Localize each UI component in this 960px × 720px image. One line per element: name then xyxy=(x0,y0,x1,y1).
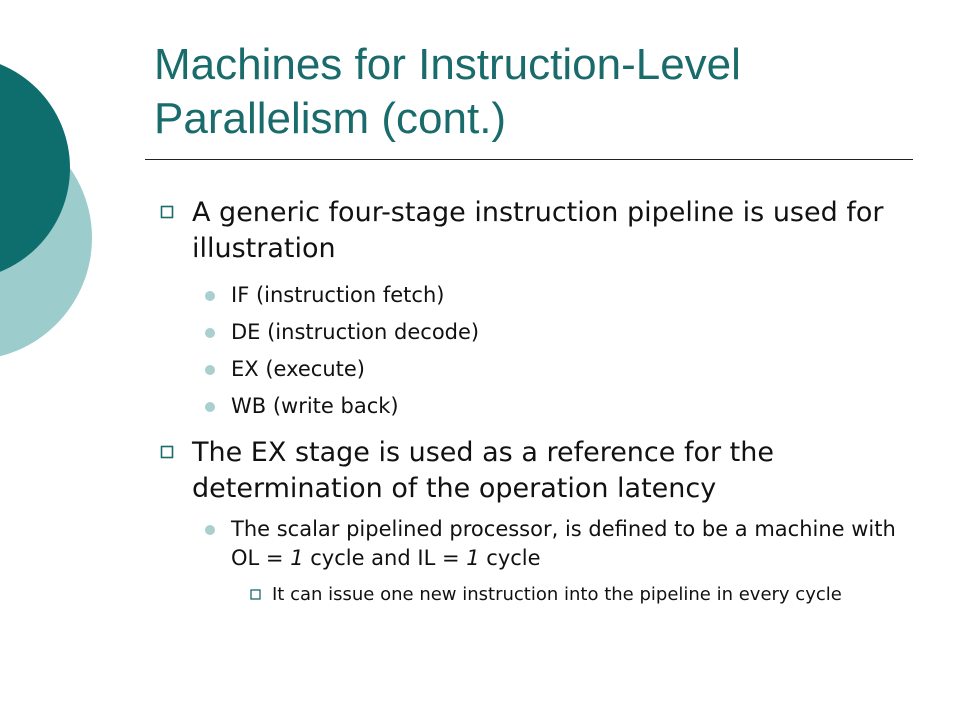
ol-value: 1 xyxy=(290,546,304,570)
stage-de xyxy=(150,318,920,347)
title-underline xyxy=(145,159,913,160)
stage-ex xyxy=(150,355,920,384)
text-part: cycle xyxy=(479,546,541,570)
text-part: cycle and IL = xyxy=(303,546,467,570)
round-bullet-icon xyxy=(205,365,215,375)
stage-label: EX (execute) xyxy=(231,357,365,381)
round-bullet-icon xyxy=(205,525,215,535)
bullet-text xyxy=(231,517,896,570)
slide-title: Machines for Instruction-Level Parallelism (cont.) xyxy=(154,40,741,143)
issue-per-cycle-bullet xyxy=(150,581,920,608)
bullet-text: It can issue one new instruction into the pipeline in every cycle xyxy=(272,584,842,605)
text-part: The scalar pipelined processor, is defined to be a machine with OL = xyxy=(231,517,896,570)
decorative-circles xyxy=(0,0,120,420)
bullet-text: A generic four-stage instruction pipeline is used for illustration xyxy=(192,197,884,264)
hollow-square-bullet-icon xyxy=(160,205,174,219)
round-bullet-icon xyxy=(205,402,215,412)
stage-label: WB (write back) xyxy=(231,394,399,418)
bullet-list xyxy=(150,195,920,608)
bullet-pipeline xyxy=(150,195,920,267)
hollow-square-bullet-icon xyxy=(250,589,261,600)
stage-label: IF (instruction fetch) xyxy=(231,283,445,307)
il-value: 1 xyxy=(466,546,480,570)
bullet-ex-stage xyxy=(150,435,920,507)
bullet-text: The EX stage is used as a reference for the determination of the operation latency xyxy=(192,437,774,504)
slide-body xyxy=(150,195,920,614)
scalar-processor-bullet xyxy=(150,515,920,573)
round-bullet-icon xyxy=(205,328,215,338)
hollow-square-bullet-icon xyxy=(160,445,174,459)
stage-wb xyxy=(150,392,920,421)
round-bullet-icon xyxy=(205,291,215,301)
stage-label: DE (instruction decode) xyxy=(231,320,480,344)
stage-if xyxy=(150,281,920,310)
